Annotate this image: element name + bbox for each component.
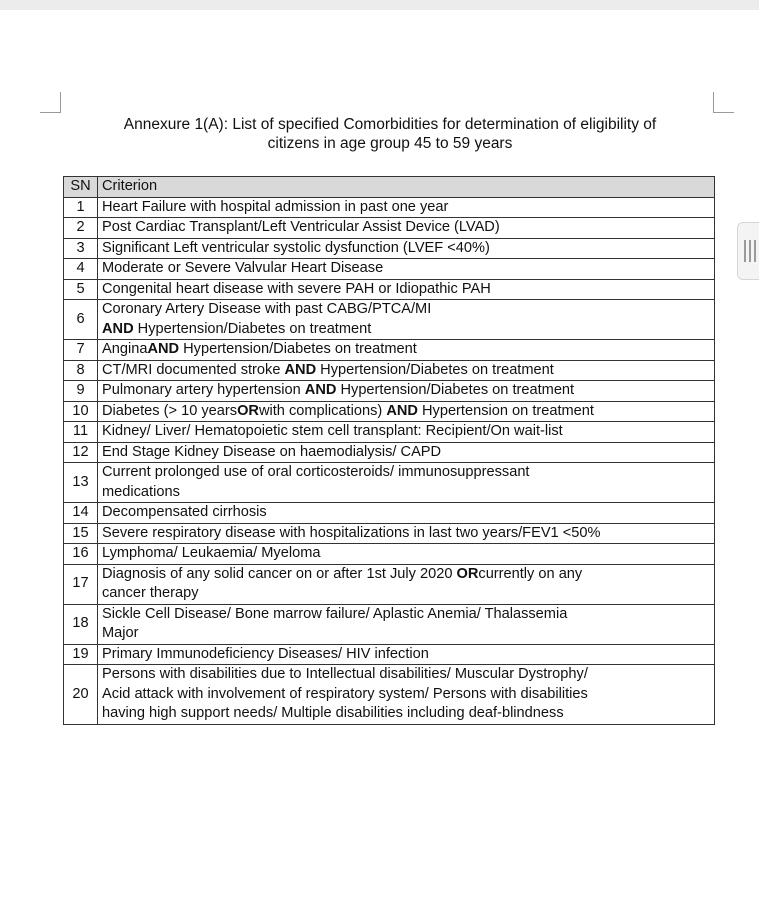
criterion-line: Decompensated cirrhosis <box>102 504 267 520</box>
criterion-line: Lymphoma/ Leukaemia/ Myeloma <box>102 545 321 561</box>
row-sn: 7 <box>64 340 98 361</box>
criterion-line: Coronary Artery Disease with past CABG/PTCA/MI <box>102 301 432 317</box>
row-criterion <box>98 523 715 544</box>
criterion-line: medications <box>102 483 180 500</box>
row-sn: 4 <box>64 259 98 280</box>
criterion-line: Moderate or Severe Valvular Heart Disease <box>102 260 384 276</box>
table-row <box>64 401 715 422</box>
criterion-line: AnginaAND Hypertension/Diabetes on treatment <box>102 341 417 357</box>
row-sn: 8 <box>64 360 98 381</box>
criterion-line: Kidney/ Liver/ Hematopoietic stem cell transplant: Recipient/On wait-list <box>102 423 563 439</box>
row-sn: 9 <box>64 381 98 402</box>
row-sn: 6 <box>64 300 98 340</box>
table-row <box>64 279 715 300</box>
table-row <box>64 340 715 361</box>
criterion-line: CT/MRI documented stroke AND Hypertension/Diabetes on treatment <box>102 361 554 378</box>
criterion-line: Heart Failure with hospital admission in past one year <box>102 198 449 215</box>
row-sn: 14 <box>64 503 98 524</box>
scroll-handle[interactable] <box>737 222 759 280</box>
title-line-2: citizens in age group 45 to 59 years <box>267 135 513 152</box>
table-row <box>64 238 715 259</box>
table-row <box>64 544 715 565</box>
title-line-1: Annexure 1(A): List of specified Comorbidities for determination of eligibility of <box>123 116 657 133</box>
criterion-line: Acid attack with involvement of respiratory system/ Persons with disabilities <box>102 685 588 702</box>
criterion-line: Significant Left ventricular systolic dysfunction (LVEF <40%) <box>102 239 490 256</box>
criterion-line: Post Cardiac Transplant/Left Ventricular Assist Device (LVAD) <box>102 219 500 235</box>
grip-line <box>744 240 746 262</box>
row-sn: 11 <box>64 422 98 443</box>
row-criterion <box>98 238 715 259</box>
row-sn: 5 <box>64 279 98 300</box>
row-criterion <box>98 503 715 524</box>
row-criterion <box>98 564 715 604</box>
criterion-line: Diagnosis of any solid cancer on or after 1st July 2020 ORcurrently on any <box>102 565 583 582</box>
row-criterion <box>98 218 715 239</box>
row-sn: 16 <box>64 544 98 565</box>
row-sn: 2 <box>64 218 98 239</box>
row-criterion <box>98 197 715 218</box>
row-sn: 13 <box>64 463 98 503</box>
criterion-line: Current prolonged use of oral corticosteroids/ immunosuppressant <box>102 464 530 480</box>
row-criterion <box>98 644 715 665</box>
table-row <box>64 665 715 725</box>
row-sn: 18 <box>64 604 98 644</box>
table-row <box>64 197 715 218</box>
comorbidities-table <box>63 176 715 725</box>
row-sn: 20 <box>64 665 98 725</box>
row-criterion <box>98 300 715 340</box>
criterion-line: Congenital heart disease with severe PAH or Idiopathic PAH <box>102 280 491 297</box>
criterion-line: Persons with disabilities due to Intellectual disabilities/ Muscular Dystrophy/ <box>102 666 588 682</box>
table-row <box>64 463 715 503</box>
table-row <box>64 644 715 665</box>
grip-line <box>749 240 751 262</box>
criterion-line: having high support needs/ Multiple disabilities including deaf-blindness <box>102 705 564 721</box>
document-title <box>60 115 720 153</box>
criterion-line: End Stage Kidney Disease on haemodialysis/ CAPD <box>102 443 442 460</box>
table-row <box>64 300 715 340</box>
row-criterion <box>98 665 715 725</box>
criterion-line: Major <box>102 625 139 641</box>
criterion-line: AND Hypertension/Diabetes on treatment <box>102 320 372 337</box>
table-row <box>64 381 715 402</box>
table-header-row <box>64 177 715 198</box>
criterion-line: Primary Immunodeficiency Diseases/ HIV infection <box>102 645 429 662</box>
row-sn: 12 <box>64 442 98 463</box>
row-criterion <box>98 259 715 280</box>
criterion-line: Diabetes (> 10 yearsORwith complications) AND Hypertension on treatment <box>102 402 594 419</box>
row-sn: 15 <box>64 523 98 544</box>
criterion-line: cancer therapy <box>102 585 199 601</box>
row-sn: 3 <box>64 238 98 259</box>
row-criterion <box>98 279 715 300</box>
header-sn: SN <box>64 177 98 198</box>
row-criterion <box>98 442 715 463</box>
table-row <box>64 604 715 644</box>
row-criterion <box>98 604 715 644</box>
table-row <box>64 523 715 544</box>
criterion-line: Severe respiratory disease with hospitalizations in last two years/FEV1 <50% <box>102 524 601 541</box>
table-row <box>64 360 715 381</box>
table-row <box>64 218 715 239</box>
row-criterion <box>98 422 715 443</box>
table-row <box>64 503 715 524</box>
crop-mark-left <box>40 92 61 113</box>
row-sn: 17 <box>64 564 98 604</box>
row-sn: 10 <box>64 401 98 422</box>
row-criterion <box>98 340 715 361</box>
criterion-line: Pulmonary artery hypertension AND Hypertension/Diabetes on treatment <box>102 382 575 398</box>
row-criterion <box>98 401 715 422</box>
header-criterion: Criterion <box>98 177 715 198</box>
crop-mark-right <box>713 92 734 113</box>
table-row <box>64 259 715 280</box>
top-strip <box>0 0 759 10</box>
table-row <box>64 564 715 604</box>
grip-line <box>754 240 756 262</box>
table-row <box>64 422 715 443</box>
row-sn: 19 <box>64 644 98 665</box>
row-criterion <box>98 463 715 503</box>
row-criterion <box>98 381 715 402</box>
row-criterion <box>98 360 715 381</box>
criterion-line: Sickle Cell Disease/ Bone marrow failure/ Aplastic Anemia/ Thalassemia <box>102 605 568 622</box>
row-sn: 1 <box>64 197 98 218</box>
table-row <box>64 442 715 463</box>
row-criterion <box>98 544 715 565</box>
